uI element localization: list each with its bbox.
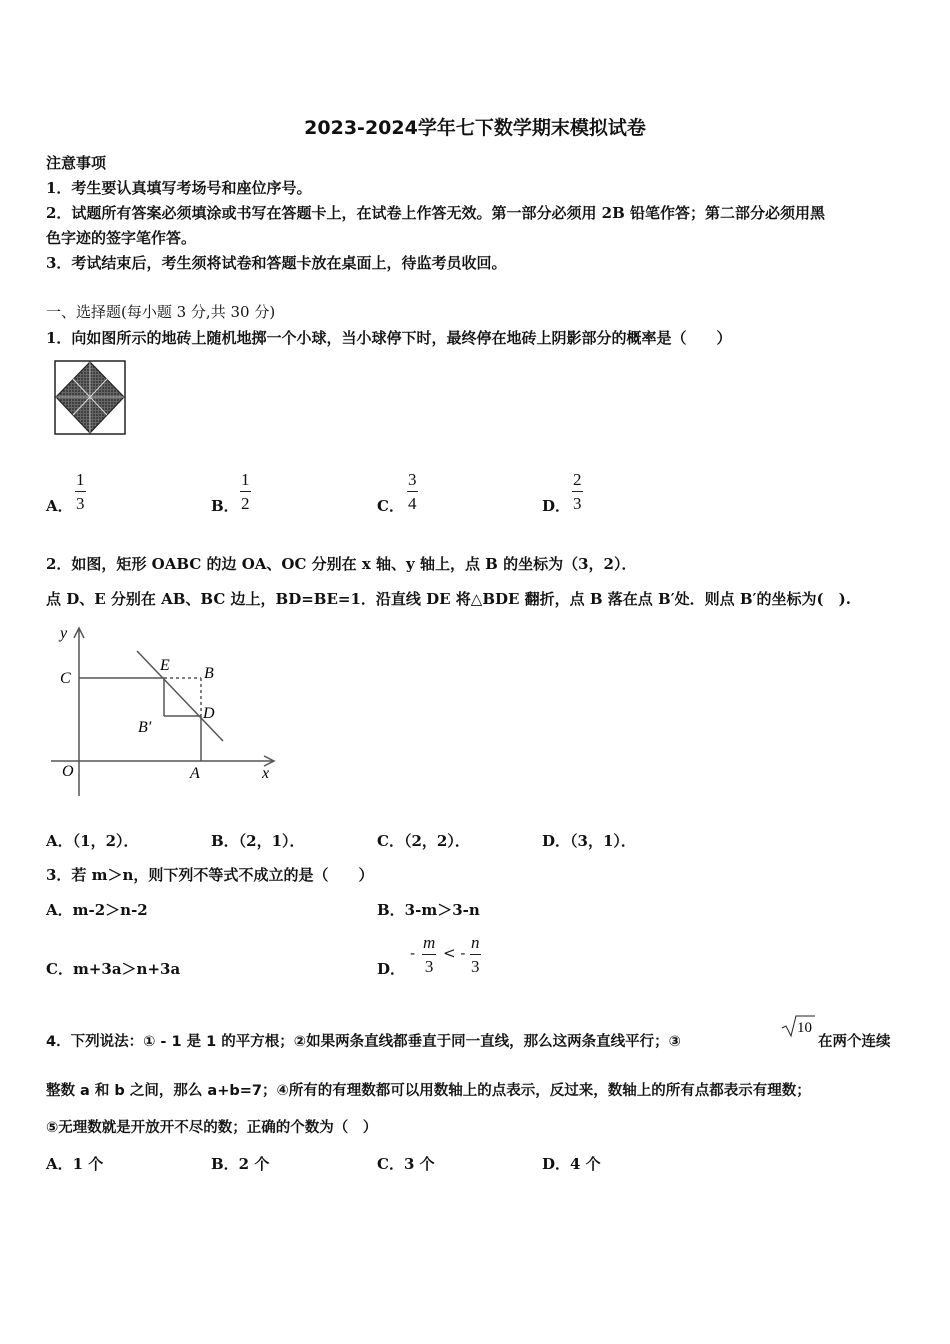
label-e: E (160, 657, 170, 674)
notice-item-2-cont: 色字迹的签字笔作答。 (46, 229, 197, 247)
q1-c-num: 3 (407, 471, 418, 492)
q1-c-den: 4 (408, 494, 417, 513)
q3-d-num2: n (470, 934, 481, 955)
q3-d-lt: < - (443, 944, 466, 962)
q4-line-1b: 在两个连续 (818, 1034, 891, 1050)
q4-option-c: C．3 个 (377, 1155, 435, 1173)
q3-d-den1: 3 (424, 957, 434, 976)
q2-line-1: 2．如图，矩形 OABC 的边 OA、OC 分别在 x 轴、y 轴上，点 B 的坐标为（3，2）． (46, 555, 637, 573)
notice-item-3: 3．考试结束后，考生须将试卷和答题卡放在桌面上，待监考员收回。 (46, 254, 507, 272)
q4-sqrt-value: 10 (797, 1020, 812, 1036)
q4-line-2: 整数 a 和 b 之间，那么 a+b=7；④所有的有理数都可以用数轴上的点表示，反过来，数轴上的所有点都表示有理数； (46, 1083, 811, 1099)
q3-d-fraction-1 (422, 934, 436, 975)
section-heading: 一、选择题(每小题 3 分,共 30 分) (46, 303, 276, 321)
q1-tile-figure (54, 360, 126, 436)
label-d: D (203, 705, 215, 722)
q3-option-d-label: D． (377, 960, 406, 978)
notice-heading: 注意事项 (46, 154, 107, 172)
q4-sqrt-symbol (780, 1014, 816, 1038)
notice-item-2: 2．试题所有答案必须填涂或书写在答题卡上，在试卷上作答无效。第一部分必须用 2B 铅笔作答；第二部分必须用黑 (46, 204, 826, 222)
q1-option-a-fraction (75, 471, 86, 512)
q4-line-3: ⑤无理数就是开放开不尽的数；正确的个数为（ ） (46, 1120, 378, 1136)
q3-option-a: A．m-2＞n-2 (46, 901, 148, 919)
label-b-prime: B′ (138, 719, 152, 736)
q1-d-num: 2 (572, 471, 583, 492)
q3-text: 3．若 m＞n，则下列不等式不成立的是（ ） (46, 866, 374, 884)
label-y: y (60, 625, 68, 642)
q1-a-den: 3 (76, 494, 85, 513)
label-o: O (62, 763, 74, 780)
q1-option-d-label: D． (542, 497, 571, 515)
q1-option-b-label: B． (211, 497, 239, 515)
q1-option-a-label: A． (46, 497, 73, 515)
q3-d-fraction-2 (470, 934, 481, 975)
page-title: 2023-2024学年七下数学期末模拟试卷 (304, 117, 646, 139)
q2-option-a: A．（1，2）． (46, 832, 139, 850)
q1-d-den: 3 (573, 494, 582, 513)
q1-option-b-fraction (240, 471, 251, 512)
q4-option-d: D．4 个 (542, 1155, 601, 1173)
q1-b-den: 2 (241, 494, 250, 513)
q1-option-c-fraction (407, 471, 418, 512)
q1-b-num: 1 (240, 471, 251, 492)
label-x: x (262, 765, 270, 782)
q1-a-num: 1 (75, 471, 86, 492)
q2-option-b: B．（2，1）． (211, 832, 305, 850)
q1-option-d-fraction (572, 471, 583, 512)
notice-item-1: 1．考生要认真填写考场号和座位序号。 (46, 179, 312, 197)
q1-text: 1．向如图所示的地砖上随机地掷一个小球，当小球停下时，最终停在地砖上阴影部分的概率是（ ） (46, 329, 732, 347)
q2-line-2: 点 D、E 分别在 AB、BC 边上，BD=BE=1．沿直线 DE 将△BDE 翻折，点 B 落在点 B′处．则点 B′的坐标为( ). (46, 590, 851, 608)
q3-d-num1: m (422, 934, 436, 955)
q3-d-den2: 3 (471, 957, 480, 976)
q1-option-c-label: C． (377, 497, 404, 515)
q3-option-b: B．3-m＞3-n (377, 901, 480, 919)
label-b: B (204, 665, 214, 682)
q2-option-c: C．（2，2）． (377, 832, 470, 850)
label-c: C (60, 670, 71, 687)
q2-coordinate-figure (46, 618, 286, 803)
q4-option-b: B．2 个 (211, 1155, 270, 1173)
q3-d-minus: - (410, 944, 416, 962)
label-a: A (190, 765, 200, 782)
q2-option-d: D．（3，1）． (542, 832, 636, 850)
q4-option-a: A．1 个 (46, 1155, 104, 1173)
q3-option-c: C．m+3a＞n+3a (46, 960, 181, 978)
q4-line-1a: 4．下列说法：① - 1 是 1 的平方根；②如果两条直线都垂直于同一直线，那么这两条直线平行；③ (46, 1034, 681, 1050)
